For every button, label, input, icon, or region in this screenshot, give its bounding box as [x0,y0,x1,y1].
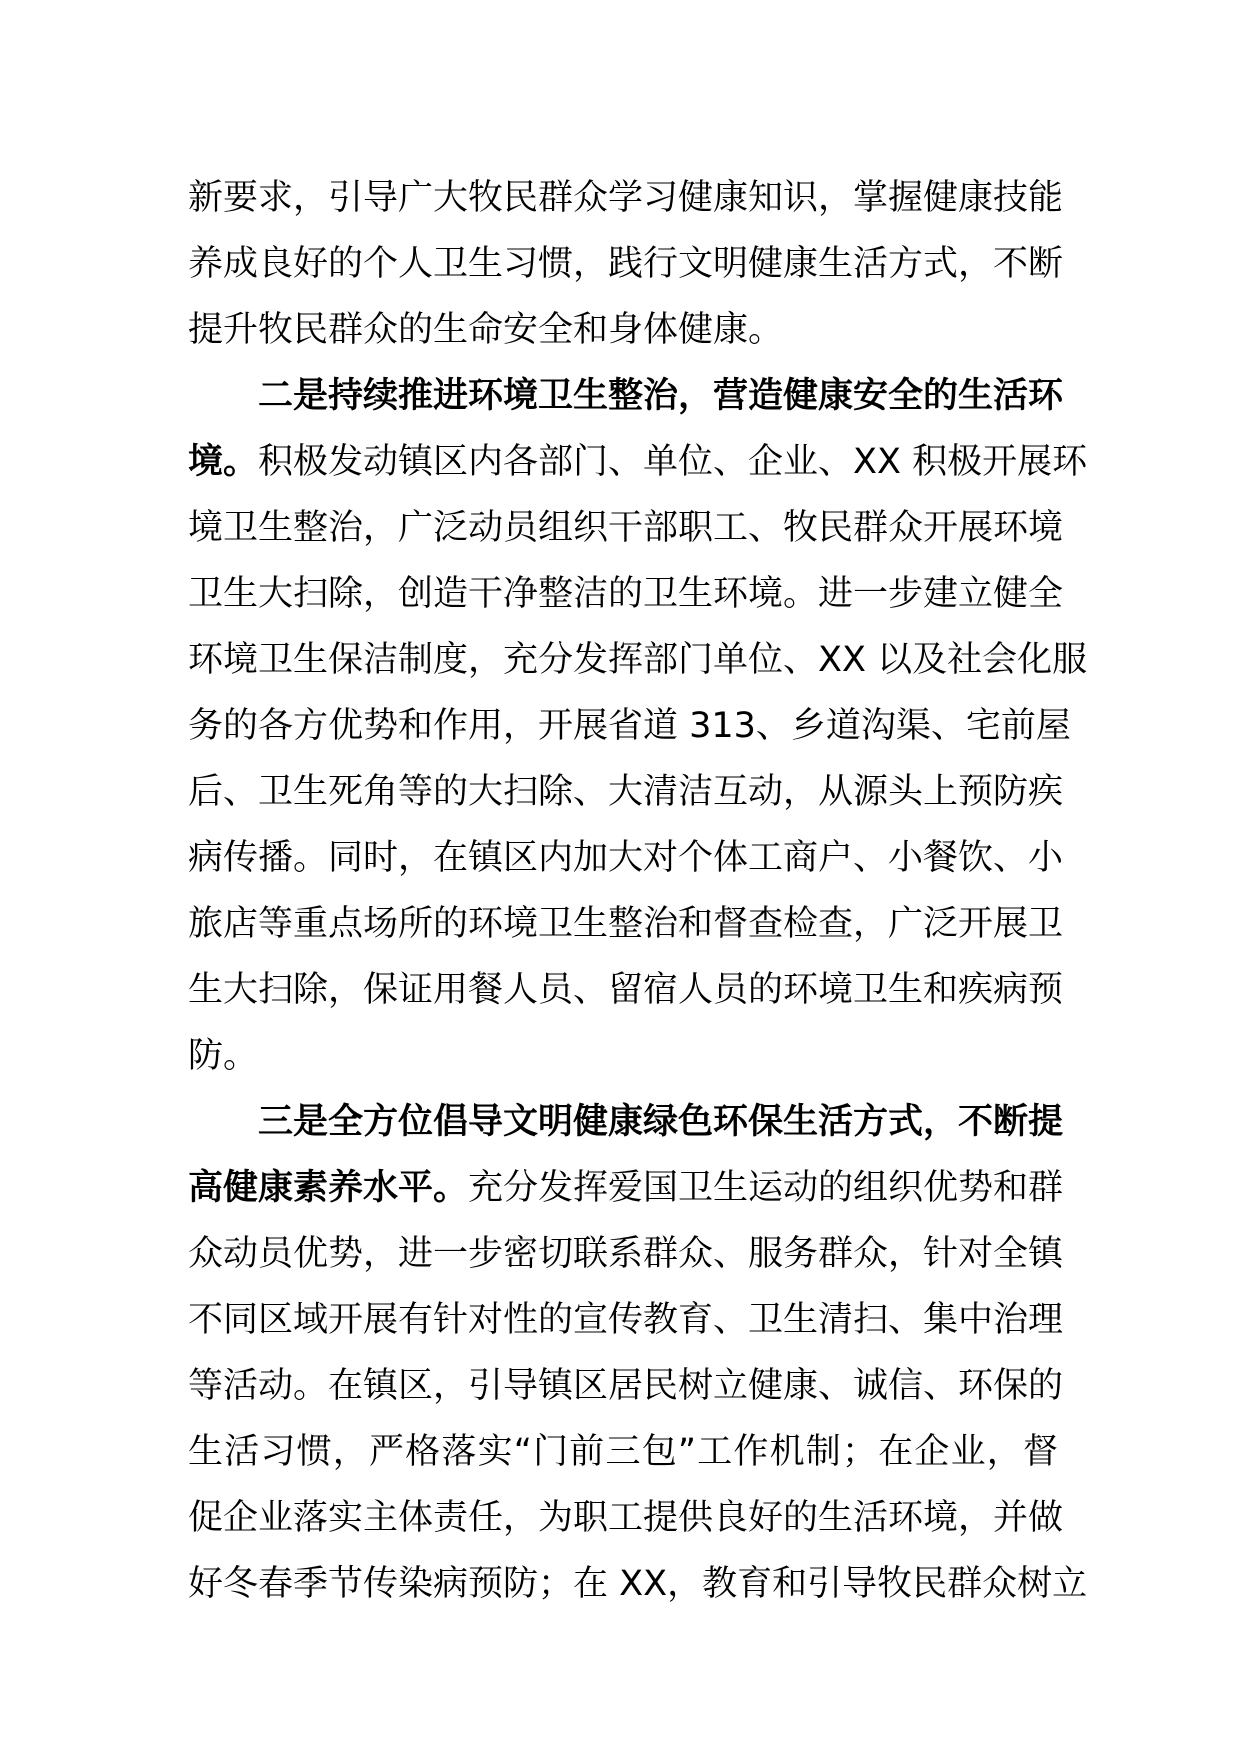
text-line [188,1023,1058,1089]
text-line [188,1089,1064,1155]
line-text: 旅店等重点场所的环境卫生整治和督查检查，广泛开展卫 [188,904,1064,944]
text-line [188,1551,1088,1617]
text-line [188,429,1088,495]
line-text: 促企业落实主体责任，为职工提供良好的生活环境，并做 [188,1498,1064,1538]
line-text: 生大扫除，保证用餐人员、留宿人员的环境卫生和疾病预 [188,970,1064,1010]
line-text: 提升牧民群众的生命安全和身体健康。 [188,310,784,350]
text-line [188,693,1071,759]
body-text [188,165,1088,1617]
paragraph-two [188,363,1088,1089]
bold-lead: 高健康素养水平。 [188,1168,469,1208]
bold-lead: 二是持续推进环境卫生整治，营造健康安全的生活环 [258,376,1064,416]
text-line [188,363,1064,429]
line-text: 病传播。同时，在镇区内加大对个体工商户、小餐饮、小 [188,838,1064,878]
line-text: 防。 [188,1036,259,1076]
text-line [188,627,1088,693]
line-text: 不同区域开展有针对性的宣传教育、卫生清扫、集中治理 [188,1300,1064,1340]
text-line [188,297,1058,363]
line-text: 后、卫生死角等的大扫除、大清洁互动，从源头上预防疾 [188,772,1064,812]
text-line [188,561,1064,627]
bold-lead: 境。 [188,442,259,482]
text-line [188,165,1064,231]
text-line [188,1287,1064,1353]
line-text: 充分发挥爱国卫生运动的组织优势和群 [468,1168,1064,1208]
text-line [188,759,1064,825]
text-line [188,1353,1064,1419]
line-text: 卫生大扫除，创造干净整洁的卫生环境。进一步建立健全 [188,574,1064,614]
text-line [188,1155,1064,1221]
text-line [188,495,1064,561]
paragraph-continuation [188,165,1064,363]
bold-lead: 三是全方位倡导文明健康绿色环保生活方式，不断提 [258,1102,1064,1142]
line-text: 好冬春季节传染病预防；在 XX，教育和引导牧民群众树立 [188,1564,1088,1604]
line-text: 务的各方优势和作用，开展省道 313、乡道沟渠、宅前屋 [188,706,1071,746]
text-line [188,957,1064,1023]
text-line [188,891,1064,957]
line-text: 养成良好的个人卫生习惯，践行文明健康生活方式，不断 [188,244,1064,284]
line-text: 环境卫生保洁制度，充分发挥部门单位、XX 以及社会化服 [188,640,1088,680]
text-line [188,1221,1064,1287]
text-line [188,825,1064,891]
line-text: 等活动。在镇区，引导镇区居民树立健康、诚信、环保的 [188,1366,1064,1406]
line-text: 新要求，引导广大牧民群众学习健康知识，掌握健康技能 [188,178,1064,218]
line-text: 境卫生整治，广泛动员组织干部职工、牧民群众开展环境 [188,508,1064,548]
line-text: 众动员优势，进一步密切联系群众、服务群众，针对全镇 [188,1234,1064,1274]
text-line [188,231,1064,297]
text-line [188,1485,1064,1551]
paragraph-three [188,1089,1088,1617]
text-line [188,1419,1058,1485]
line-text: 生活习惯，严格落实“门前三包”工作机制；在企业，督 [188,1432,1058,1472]
line-text: 积极发动镇区内各部门、单位、企业、XX 积极开展环 [258,442,1088,482]
